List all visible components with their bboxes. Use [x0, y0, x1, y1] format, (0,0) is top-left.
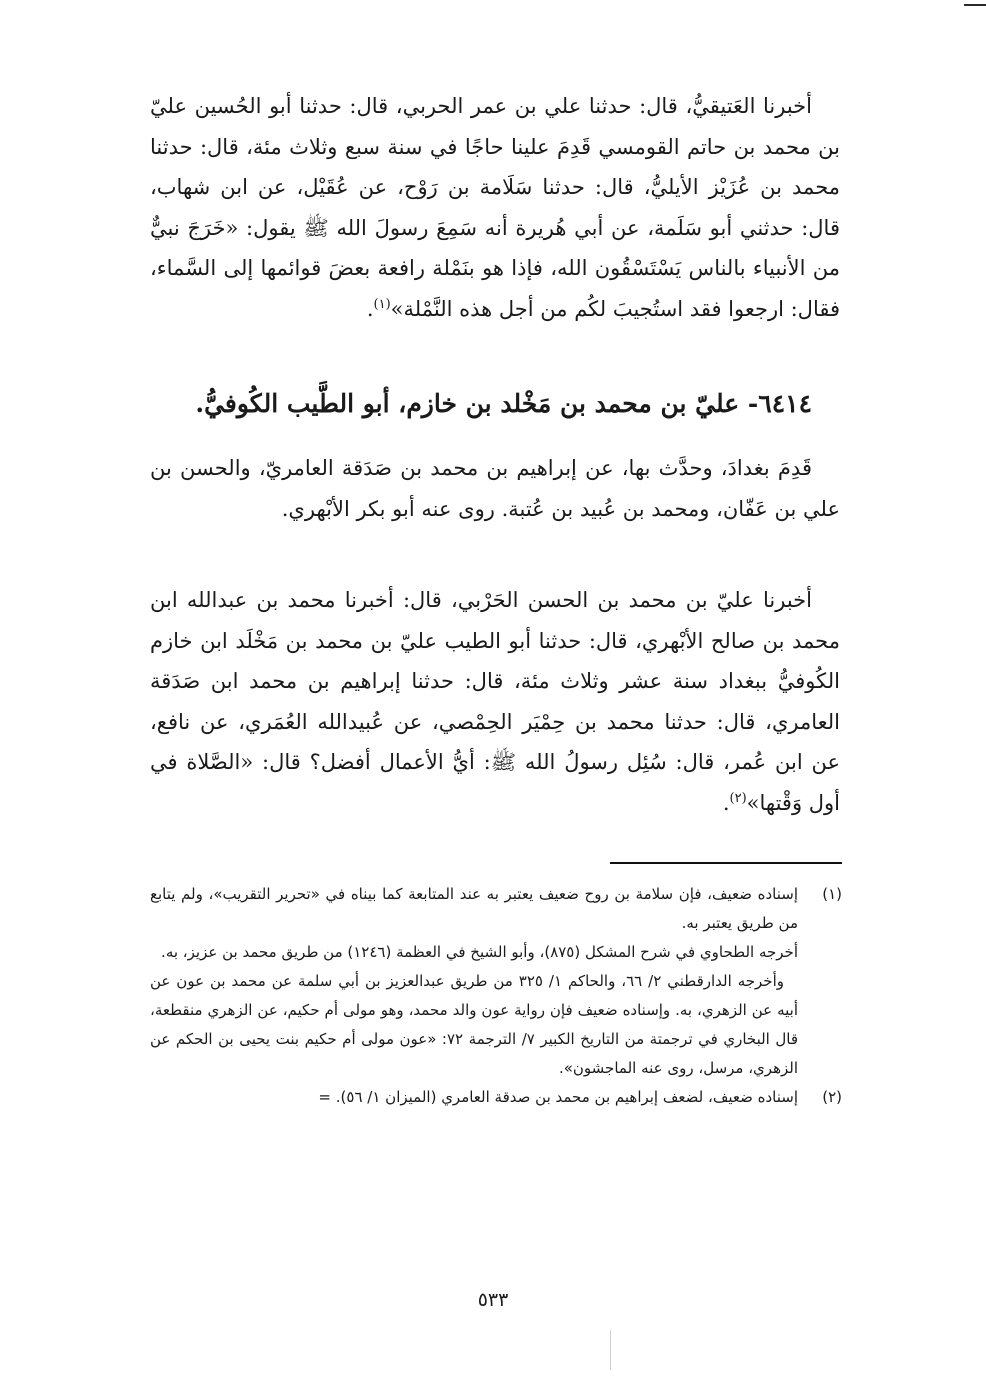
entry-heading: ٦٤١٤- عليّ بن محمد بن مَخْلد بن خازم، أبو الطَّيب الكُوفيُّ. — [195, 389, 812, 418]
paragraph-hadith-1 — [150, 86, 840, 329]
footnote-2-text: إسناده ضعيف، لضعف إبراهيم بن محمد بن صدقة العامري (الميزان ١/ ٥٦). = — [318, 1088, 798, 1106]
footnote-1-line-1: إسناده ضعيف، فإن سلامة بن روح ضعيف يعتبر به عند المتابعة كما بيناه في «تحرير التقريب»، ولم يتابع من طريق يعتبر به. — [150, 885, 798, 932]
footnote-2-number: (٢) — [822, 1088, 842, 1106]
paragraph-hadith-2 — [150, 580, 840, 823]
paragraph-3-text: أخبرنا عليّ بن محمد بن الحسن الحَرْبي، قال: أخبرنا محمد بن عبدالله ابن محمد بن صالح الأبْهري، قال: حدثنا أبو الطيب عليّ بن محمد بن مَخْلَد ابن خازم الكُوفيُّ ببغداد سنة عشر وثلاث مئة، قال: حدثنا إبراهيم بن محمد ابن صَدَقة العامري، قال: حدثنا محمد بن حِمْيَر الحِمْصي، عن عُبيدالله العُمَري، عن نافع، عن ابن عُمر، قال: سُئِل رسولُ الله ﷺ: أيُّ الأعمال أفضل؟ قال: «الصَّلاة في أول وَقْتها» — [150, 588, 840, 815]
footnote-separator — [610, 862, 842, 864]
paragraph-biography: قَدِمَ بغدادَ، وحدَّث بها، عن إبراهيم بن محمد بن صَدَقة العامريّ، والحسن بن علي بن عَفّان، ومحمد بن عُبيد بن عُتبة. روى عنه أبو بكر الأبْهري. — [150, 456, 840, 521]
footnote-1-body — [150, 880, 798, 1083]
footnote-1-number: (١) — [822, 885, 842, 903]
scan-corner-mark — [964, 4, 986, 6]
scan-mark — [610, 1330, 611, 1370]
footnote-ref-1: (١) — [373, 296, 391, 312]
footnote-2 — [150, 1083, 842, 1112]
entry-heading-block — [150, 387, 840, 421]
footnote-ref-2: (٢) — [729, 790, 747, 806]
footnote-2-body — [150, 1083, 798, 1112]
main-text — [150, 86, 840, 329]
paragraph-1-end: . — [366, 296, 374, 321]
footnotes — [150, 880, 842, 1112]
hadith-block-2 — [150, 580, 840, 823]
paragraph-1-text: أخبرنا العَتيقيُّ، قال: حدثنا علي بن عمر الحربي، قال: حدثنا أبو الحُسين عليّ بن محمد بن حاتم القومسي قَدِمَ علينا حاجًا في سنة سبع وثلاث مئة، قال: حدثنا محمد بن عُزَيْز الأيليُّ، قال: حدثنا سَلَامة بن رَوْح، عن عُقَيْل، عن ابن شهاب، قال: حدثني أبو سَلَمة، عن أبي هُريرة أنه سَمِعَ رسولَ الله ﷺ يقول: «خَرَجَ نبيٌّ من الأنبياء بالناس يَسْتَسْقُون الله، فإذا هو بنَمْلة رافعة بعضَ قوائمها إلى السَّماء، فقال: ارجعوا فقد استُجيبَ لكُم من أجل هذه النَّمْلة» — [150, 94, 840, 321]
footnote-1-line-3: وأخرجه الدارقطني ٢/ ٦٦، والحاكم ١/ ٣٢٥ من طريق عبدالعزيز بن أبي سلمة عن محمد بن عون عن أبيه عن الزهري، به. وإسناده ضعيف فإن رواية عون والد محمد، وهو مولى أم حكيم، عن الزهري منقطعة، قال البخاري في ترجمتة من التاريخ الكبير ٧/ الترجمة ٧٢: «عون مولى أم حكيم بنت يحيى بن الحكم عن الزهري، مرسل، روى عنه الماجشون». — [150, 972, 799, 1077]
biography-block — [150, 448, 840, 529]
paragraph-3-end: . — [722, 790, 730, 815]
footnote-1 — [150, 880, 842, 1083]
footnote-1-line-2: أخرجه الطحاوي في شرح المشكل (٨٧٥)، وأبو الشيخ في العظمة (١٢٤٦) من طريق محمد بن عزيز، به. — [161, 943, 798, 961]
page-number: ٥٣٣ — [477, 1289, 509, 1311]
